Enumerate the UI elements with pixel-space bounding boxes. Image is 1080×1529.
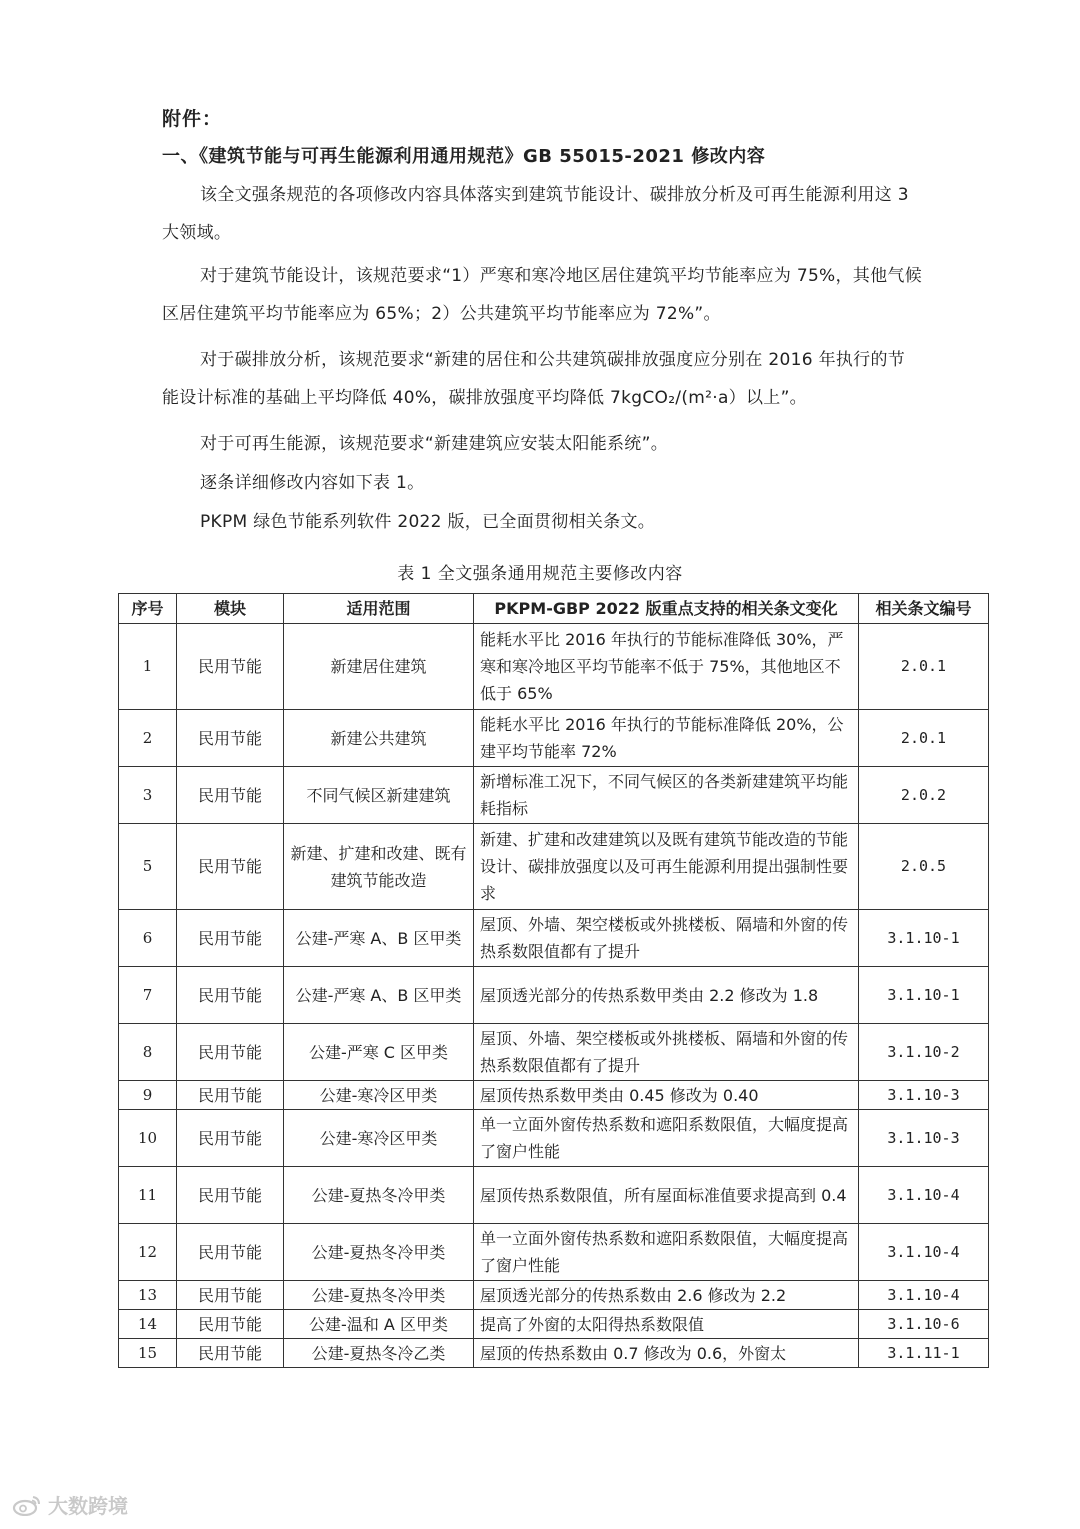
cell-ref: 3.1.10-4 — [859, 1224, 989, 1281]
cell-ref: 2.0.5 — [859, 824, 989, 910]
table-row — [119, 1081, 989, 1110]
cell-no: 8 — [119, 1024, 177, 1081]
cell-module: 民用节能 — [177, 767, 284, 824]
cell-scope: 公建-夏热冬冷甲类 — [284, 1167, 474, 1224]
paragraph-pkpm: PKPM 绿色节能系列软件 2022 版，已全面贯彻相关条文。 — [200, 512, 656, 532]
cell-no: 13 — [119, 1281, 177, 1310]
table-header-row — [119, 594, 989, 624]
cell-no: 15 — [119, 1339, 177, 1368]
cell-change: 单一立面外窗传热系数和遮阳系数限值，大幅度提高了窗户性能 — [474, 1224, 859, 1281]
cell-no: 3 — [119, 767, 177, 824]
cell-change: 屋顶、外墙、架空楼板或外挑楼板、隔墙和外窗的传热系数限值都有了提升 — [474, 1024, 859, 1081]
cell-module: 民用节能 — [177, 1339, 284, 1368]
cell-module: 民用节能 — [177, 1224, 284, 1281]
cell-ref: 2.0.1 — [859, 624, 989, 710]
cell-ref: 3.1.10-1 — [859, 967, 989, 1024]
cell-change: 屋顶透光部分的传热系数甲类由 2.2 修改为 1.8 — [474, 967, 859, 1024]
cell-scope: 公建-夏热冬冷乙类 — [284, 1339, 474, 1368]
cell-scope: 新建公共建筑 — [284, 710, 474, 767]
cell-ref: 3.1.10-2 — [859, 1024, 989, 1081]
cell-change: 屋顶传热系数甲类由 0.45 修改为 0.40 — [474, 1081, 859, 1110]
cell-change: 提高了外窗的太阳得热系数限值 — [474, 1310, 859, 1339]
cell-module: 民用节能 — [177, 1081, 284, 1110]
cell-module: 民用节能 — [177, 967, 284, 1024]
cell-module: 民用节能 — [177, 624, 284, 710]
table-row — [119, 1024, 989, 1081]
section-title: 一、《建筑节能与可再生能源利用通用规范》GB 55015-2021 修改内容 — [162, 146, 766, 167]
cell-no: 2 — [119, 710, 177, 767]
table-row — [119, 910, 989, 967]
cell-change: 能耗水平比 2016 年执行的节能标准降低 30%，严寒和寒冷地区平均节能率不低于 75%，其他地区不低于 65% — [474, 624, 859, 710]
cell-scope: 公建-严寒 A、B 区甲类 — [284, 910, 474, 967]
paragraph-carbon: 对于碳排放分析，该规范要求“新建的居住和公共建筑碳排放强度应分别在 2016 年执行的节能设计标准的基础上平均降低 40%，碳排放强度平均降低 7kgCO₂/(m²·a）以上”。 — [162, 350, 906, 408]
cell-no: 1 — [119, 624, 177, 710]
table-row — [119, 1224, 989, 1281]
table-row — [119, 1310, 989, 1339]
cell-change: 能耗水平比 2016 年执行的节能标准降低 20%，公建平均节能率 72% — [474, 710, 859, 767]
cell-module: 民用节能 — [177, 710, 284, 767]
header-change: PKPM-GBP 2022 版重点支持的相关条文变化 — [474, 594, 859, 624]
weibo-logo-icon — [12, 1494, 42, 1516]
cell-module: 民用节能 — [177, 824, 284, 910]
paragraph-energy-design: 对于建筑节能设计，该规范要求“1）严寒和寒冷地区居住建筑平均节能率应为 75%，其他气候区居住建筑平均节能率应为 65%；2）公共建筑平均节能率应为 72%”。 — [162, 266, 923, 324]
table-row — [119, 624, 989, 710]
cell-module: 民用节能 — [177, 1110, 284, 1167]
header-no: 序号 — [119, 594, 177, 624]
table-row — [119, 1281, 989, 1310]
cell-scope: 新建居住建筑 — [284, 624, 474, 710]
cell-module: 民用节能 — [177, 1310, 284, 1339]
cell-ref: 2.0.2 — [859, 767, 989, 824]
cell-scope: 公建-寒冷区甲类 — [284, 1110, 474, 1167]
cell-scope: 公建-寒冷区甲类 — [284, 1081, 474, 1110]
table-row — [119, 767, 989, 824]
cell-ref: 3.1.10-6 — [859, 1310, 989, 1339]
table-row — [119, 710, 989, 767]
cell-ref: 3.1.10-3 — [859, 1081, 989, 1110]
cell-ref: 3.1.10-3 — [859, 1110, 989, 1167]
cell-no: 14 — [119, 1310, 177, 1339]
cell-scope: 不同气候区新建建筑 — [284, 767, 474, 824]
cell-module: 民用节能 — [177, 1167, 284, 1224]
cell-ref: 3.1.10-4 — [859, 1281, 989, 1310]
cell-module: 民用节能 — [177, 1281, 284, 1310]
cell-ref: 3.1.10-1 — [859, 910, 989, 967]
cell-scope: 公建-夏热冬冷甲类 — [284, 1224, 474, 1281]
cell-change: 新增标准工况下，不同气候区的各类新建建筑平均能耗指标 — [474, 767, 859, 824]
cell-module: 民用节能 — [177, 910, 284, 967]
cell-change: 屋顶、外墙、架空楼板或外挑楼板、隔墙和外窗的传热系数限值都有了提升 — [474, 910, 859, 967]
revision-table — [118, 593, 989, 1368]
table-row — [119, 1110, 989, 1167]
cell-change: 单一立面外窗传热系数和遮阳系数限值，大幅度提高了窗户性能 — [474, 1110, 859, 1167]
paragraph-scope: 该全文强条规范的各项修改内容具体落实到建筑节能设计、碳排放分析及可再生能源利用这 3 大领域。 — [162, 185, 909, 243]
cell-change: 屋顶透光部分的传热系数由 2.6 修改为 2.2 — [474, 1281, 859, 1310]
cell-scope: 公建-严寒 A、B 区甲类 — [284, 967, 474, 1024]
header-ref: 相关条文编号 — [859, 594, 989, 624]
cell-no: 6 — [119, 910, 177, 967]
cell-no: 11 — [119, 1167, 177, 1224]
cell-change: 新建、扩建和改建建筑以及既有建筑节能改造的节能设计、碳排放强度以及可再生能源利用提出强制性要求 — [474, 824, 859, 910]
paragraph-renewable: 对于可再生能源，该规范要求“新建建筑应安装太阳能系统”。 — [200, 434, 669, 454]
cell-scope: 公建-夏热冬冷甲类 — [284, 1281, 474, 1310]
table-row — [119, 1167, 989, 1224]
table-row — [119, 1339, 989, 1368]
watermark — [12, 1490, 128, 1519]
header-scope: 适用范围 — [284, 594, 474, 624]
cell-scope: 新建、扩建和改建、既有建筑节能改造 — [284, 824, 474, 910]
cell-ref: 3.1.11-1 — [859, 1339, 989, 1368]
cell-no: 7 — [119, 967, 177, 1024]
cell-ref: 2.0.1 — [859, 710, 989, 767]
cell-change: 屋顶传热系数限值，所有屋面标准值要求提高到 0.4 — [474, 1167, 859, 1224]
cell-scope: 公建-严寒 C 区甲类 — [284, 1024, 474, 1081]
table-row — [119, 967, 989, 1024]
cell-no: 9 — [119, 1081, 177, 1110]
watermark-text: 大数跨境 — [48, 1494, 128, 1518]
cell-scope: 公建-温和 A 区甲类 — [284, 1310, 474, 1339]
paragraph-table-intro: 逐条详细修改内容如下表 1。 — [200, 473, 425, 493]
cell-module: 民用节能 — [177, 1024, 284, 1081]
header-module: 模块 — [177, 594, 284, 624]
cell-ref: 3.1.10-4 — [859, 1167, 989, 1224]
table-row — [119, 824, 989, 910]
table-title: 表 1 全文强条通用规范主要修改内容 — [397, 564, 683, 584]
cell-no: 12 — [119, 1224, 177, 1281]
cell-no: 5 — [119, 824, 177, 910]
cell-no: 10 — [119, 1110, 177, 1167]
annex-label: 附件： — [162, 108, 223, 130]
cell-change: 屋顶的传热系数由 0.7 修改为 0.6，外窗太 — [474, 1339, 859, 1368]
